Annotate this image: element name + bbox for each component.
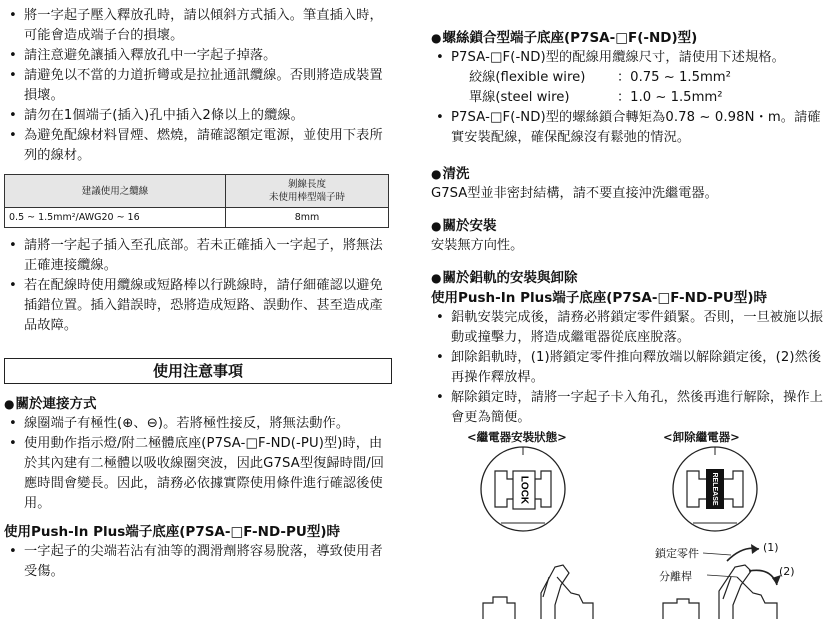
list-item: • P7SA-□F(-ND)型的配線用纜線尺寸，請使用下述規格。 (431, 48, 827, 68)
list-item: • 解除鎖定時，請將一字起子卡入角孔，然後再進行解除，操作上會更為簡便。 (431, 388, 827, 428)
table-header-strip-line2: 未使用棒型端子時 (268, 192, 345, 203)
relay-removal-diagram (431, 427, 827, 619)
section-title: 使用注意事項 (4, 358, 392, 384)
screw-torque-list (431, 108, 827, 148)
screw-terminal-heading: ● 螺絲鎖合型端子底座(P7SA-□F(-ND)型) (431, 28, 827, 48)
label-removal: <卸除繼電器> (663, 430, 740, 444)
list-item: • 請勿在1個端子(插入)孔中插入2條以上的纜線。 (4, 106, 392, 126)
wire-spec-key: 單線(steel wire) (469, 90, 570, 105)
pushin-heading: 使用Push-In Plus端子底座(P7SA-□F-ND-PU型)時 (4, 524, 341, 540)
leader-line-icon (707, 575, 737, 577)
right-column (431, 0, 827, 428)
table-header-strip-length (226, 175, 389, 208)
release-lever-label: 分離桿 (659, 570, 692, 583)
list-item: • 請注意避免讓插入釋放孔中一字起子掉落。 (4, 46, 392, 66)
rail-heading: ● 關於鋁軌的安裝與卸除 (431, 268, 827, 288)
screw-bullet-list (431, 48, 827, 68)
list-item: • 為避免配線材料冒煙、燃燒，請確認額定電源，並使用下表所列的線材。 (4, 126, 392, 166)
connection-bullet-list (4, 414, 392, 514)
list-item: • 鋁軌安裝完成後，請務必將鎖定零件鎖緊。否則，一旦被施以振動或撞擊力，將造成繼電器從底座脫落。 (431, 308, 827, 348)
list-item: • 線圈端子有極性(⊕、⊖)。若將極性接反，將無法動作。 (4, 414, 392, 434)
label-installed: <繼電器安裝狀態> (467, 430, 567, 444)
list-item: • 若在配線時使用纜線或短路棒以行跳線時，請仔細確認以避免插錯位置。插入錯誤時，恐將造成短路、誤動作、甚至造成產品故障。 (4, 276, 392, 336)
list-item: • 將一字起子壓入釋放孔時，請以傾斜方式插入。筆直插入時，可能會造成端子台的損壞。 (4, 6, 392, 46)
install-text: 安裝無方向性。 (431, 238, 524, 253)
wire-spec-value: ：0.75 ~ 1.5mm² (617, 70, 731, 85)
table-cell-wire: 0.5 ~ 1.5mm²/AWG20 ~ 16 (5, 208, 226, 228)
list-item: • 請將一字起子插入至孔底部。若未正確插入一字起子，將無法正確連接纜線。 (4, 236, 392, 276)
cleaning-text: G7SA型並非密封結構，請不要直接沖洗繼電器。 (431, 186, 718, 201)
left-column (4, 0, 392, 582)
rail-bullet-list (431, 308, 827, 428)
pushin-bullet-list (4, 542, 392, 582)
list-item: • 使用動作指示燈/附二極體底座(P7SA-□F-ND(-PU)型)時，由於其內建有二極體以吸收線圈突波，因此G7SA型復歸時間/回應時間會變長。因此，請務必依據實際使用條件進行確認後使用。 (4, 434, 392, 514)
step-1-label: (1) (763, 541, 779, 554)
relay-base-installed-icon (483, 565, 593, 619)
leader-line-icon (703, 553, 731, 555)
install-heading: ● 關於安裝 (431, 216, 827, 236)
step-2-label: (2) (779, 565, 795, 578)
table-cell-length: 8mm (226, 208, 389, 228)
list-item: • 一字起子的尖端若沾有油等的潤滑劑將容易脫落，導致使用者受傷。 (4, 542, 392, 582)
diagram-drawing (431, 427, 827, 619)
rail-subheading: 使用Push-In Plus端子底座(P7SA-□F-ND-PU型)時 (431, 290, 768, 306)
top-bullet-list (4, 6, 392, 166)
arrow-head-icon (751, 544, 759, 554)
connection-heading: ● 關於連接方式 (4, 394, 392, 414)
lock-text: LOCK (518, 475, 530, 505)
lock-part-label: 鎖定零件 (655, 547, 699, 560)
release-text: RELEASE (711, 472, 719, 506)
table-header-wire: 建議使用之纜線 (5, 175, 226, 208)
list-item: • 請避免以不當的力道折彎或是拉扯通訊纜線。否則將造成裝置損壞。 (4, 66, 392, 106)
wire-spec-value: ：1.0 ~ 1.5mm² (617, 90, 723, 105)
list-item: • 卸除鋁軌時，(1)將鎖定零件推向釋放端以解除鎖定後，(2)然後再操作釋放桿。 (431, 348, 827, 388)
wire-spec-key: 絞線(flexible wire) (469, 70, 586, 85)
list-item: • P7SA-□F(-ND)型的螺絲鎖合轉矩為0.78 ~ 0.98N・m。請確實安裝配線，確保配線沒有鬆弛的情況。 (431, 108, 827, 148)
cleaning-heading: ● 清洗 (431, 164, 827, 184)
after-table-bullet-list (4, 236, 392, 336)
wire-spec-steel (431, 88, 827, 108)
wire-spec-table (4, 174, 389, 228)
wire-spec-flexible (431, 68, 827, 88)
table-header-strip-line1: 剝線長度 (287, 179, 326, 190)
